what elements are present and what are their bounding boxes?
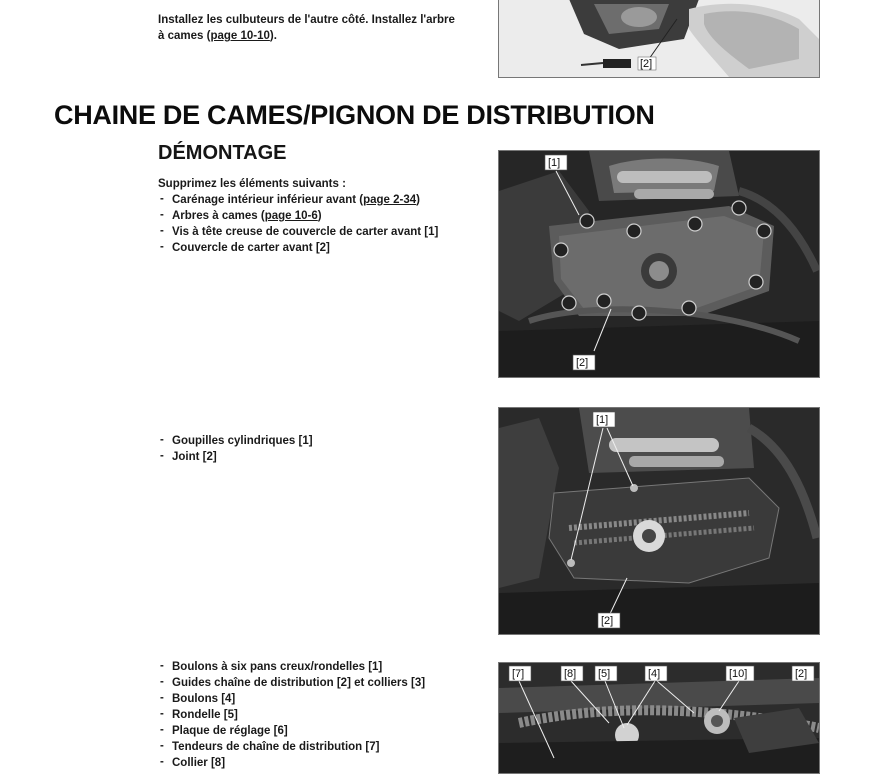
list-item: - Guides chaîne de distribution [2] et colliers [3] (158, 675, 425, 691)
block1-text (158, 176, 438, 256)
list-item: - Joint [2] (158, 449, 313, 465)
page-link[interactable]: page 10-6 (264, 210, 318, 222)
photo-callout: [2] (640, 58, 653, 70)
block1-intro: Supprimez les éléments suivants : (158, 178, 346, 190)
photo-callout: [1] (596, 414, 609, 426)
dowel-pins-photo (498, 407, 820, 635)
crankcase-cover-photo (498, 150, 820, 378)
photo-callout: [1] (548, 157, 561, 169)
photo-callout: [10] (729, 668, 748, 680)
list-item: - Arbres à cames (page 10-6) (158, 208, 438, 224)
list-item: - Collier [8] (158, 755, 425, 771)
list-item: - Boulons [4] (158, 691, 425, 707)
timing-chain-photo (498, 662, 820, 774)
photo-callout: [8] (564, 668, 577, 680)
photo-callout: [5] (598, 668, 611, 680)
top-text-line1: Installez les culbuteurs de l'autre côté. Installez l'arbre (158, 14, 455, 26)
photo-callout: [2] (576, 357, 589, 369)
list-item: - Boulons à six pans creux/rondelles [1] (158, 659, 425, 675)
list-item: - Plaque de réglage [6] (158, 723, 425, 739)
list-item: - Carénage intérieur inférieur avant (page 2-34) (158, 192, 438, 208)
top-paragraph (158, 12, 455, 44)
page-link[interactable]: page 2-34 (363, 194, 417, 206)
subsection-title: DÉMONTAGE (158, 142, 287, 164)
list-item: - Rondelle [5] (158, 707, 425, 723)
block2-list (158, 433, 313, 465)
photo-callout: [4] (648, 668, 661, 680)
section-title: CHAINE DE CAMES/PIGNON DE DISTRIBUTION (54, 100, 655, 130)
block3-list (158, 659, 425, 771)
block2-text (158, 433, 313, 465)
photo-callout: [7] (512, 668, 525, 680)
list-item: - Couvercle de carter avant [2] (158, 240, 438, 256)
photo-callout: [2] (795, 668, 808, 680)
camshaft-photo (498, 0, 820, 78)
list-item: - Vis à tête creuse de couvercle de carter avant [1] (158, 224, 438, 240)
photo-callout: [2] (601, 615, 614, 627)
top-text-line2: à cames (page 10-10). (158, 30, 277, 42)
list-item: - Tendeurs de chaîne de distribution [7] (158, 739, 425, 755)
block1-list (158, 192, 438, 256)
block3-text (158, 659, 425, 771)
list-item: - Goupilles cylindriques [1] (158, 433, 313, 449)
page-link[interactable]: page 10-10 (210, 30, 270, 42)
